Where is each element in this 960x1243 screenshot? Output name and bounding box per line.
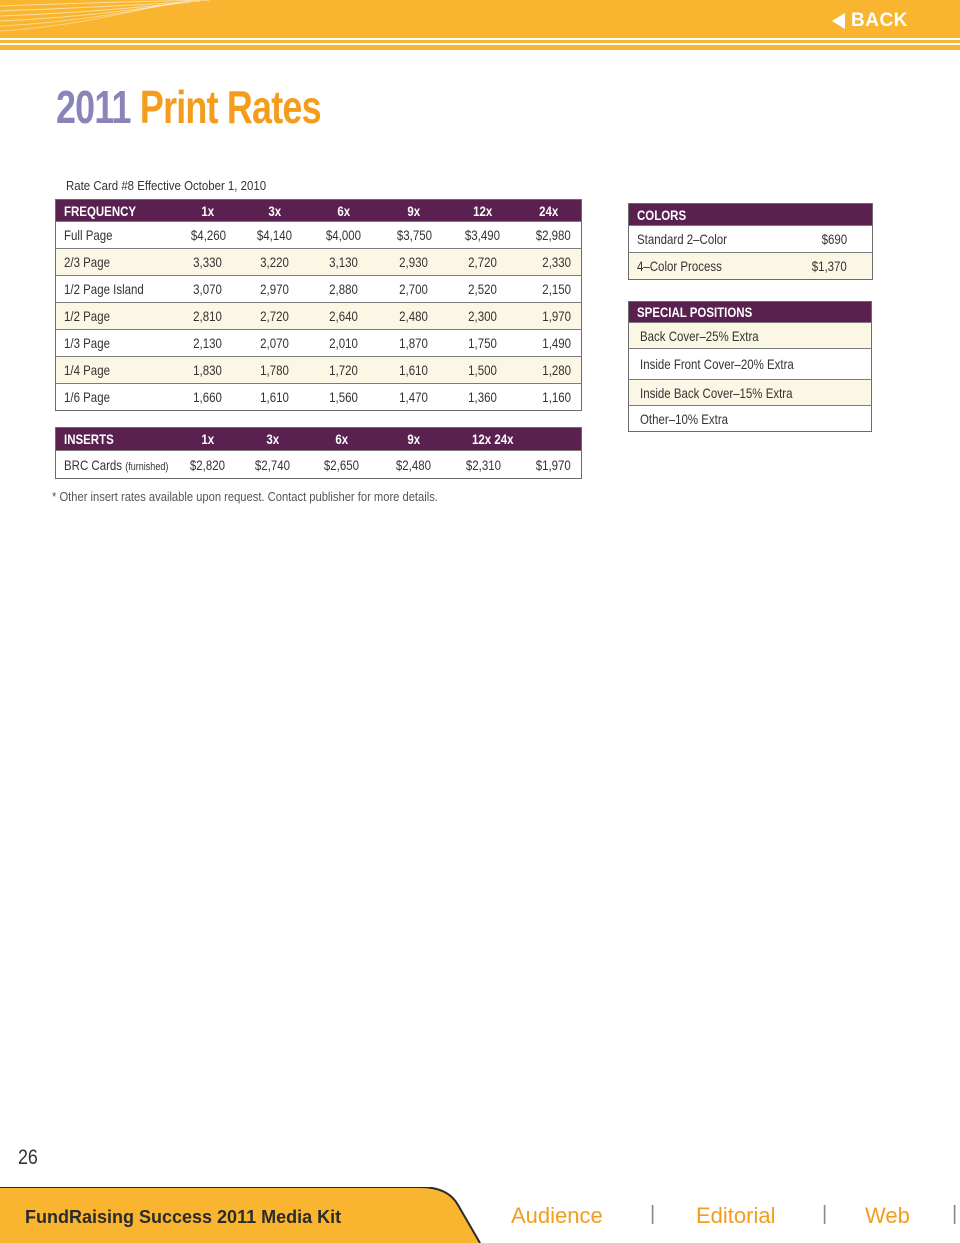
table-row: [629, 406, 872, 432]
table-cell: 2,300: [450, 303, 516, 330]
table-row: [629, 380, 872, 406]
table-cell: 1,470: [379, 384, 450, 411]
table-cell: 2,330: [516, 249, 582, 276]
page-number: 26: [18, 1146, 38, 1169]
table-cell: 2,520: [450, 276, 516, 303]
row-label: 1/4 Page: [56, 357, 176, 384]
nav-separator: |: [650, 1203, 656, 1225]
table-cell: 1,500: [450, 357, 516, 384]
table-cell: 1,610: [241, 384, 309, 411]
table-row: [629, 349, 872, 380]
table-row: [56, 330, 582, 357]
table-cell: 1,720: [309, 357, 379, 384]
title-year: 2011: [56, 81, 131, 133]
table-cell: 2,810: [176, 303, 241, 330]
colors-header: COLORS: [629, 204, 873, 226]
rate-card-note: Rate Card #8 Effective October 1, 2010: [66, 178, 267, 193]
table-cell: 2,480: [379, 303, 450, 330]
table-cell: $4,260: [176, 222, 241, 249]
nav-link-web[interactable]: Web: [865, 1203, 910, 1228]
table-cell: $2,740: [238, 451, 308, 479]
table-header-row: [629, 302, 872, 323]
row-label: 1/6 Page: [56, 384, 176, 411]
table-header-row: [56, 428, 582, 451]
table-cell: 1,490: [516, 330, 582, 357]
table-cell: Other–10% Extra: [629, 406, 872, 432]
table-cell: 2,720: [450, 249, 516, 276]
table-cell: $2,480: [376, 451, 452, 479]
table-cell: $1,970: [516, 451, 582, 479]
column-header: 6x: [308, 428, 376, 451]
table-cell: 1,560: [309, 384, 379, 411]
nav-separator: |: [822, 1203, 828, 1225]
table-cell: 1,780: [241, 357, 309, 384]
table-cell: 2,880: [309, 276, 379, 303]
table-cell: 2,970: [241, 276, 309, 303]
table-cell: 1,660: [176, 384, 241, 411]
header-rule: [0, 45, 960, 50]
table-cell: 3,220: [241, 249, 309, 276]
table-cell: 1,610: [379, 357, 450, 384]
table-row: [629, 253, 873, 280]
column-header: 12x: [450, 200, 516, 222]
table-row: [629, 323, 872, 349]
footnote: * Other insert rates available upon request. Contact publisher for more details.: [52, 489, 438, 504]
table-row: [629, 226, 873, 253]
table-cell: $3,750: [379, 222, 450, 249]
row-label: 1/2 Page: [56, 303, 176, 330]
column-header: FREQUENCY: [56, 200, 176, 222]
row-label: Full Page: [56, 222, 176, 249]
frequency-rate-table: [55, 199, 582, 411]
table-cell: $2,980: [516, 222, 582, 249]
table-cell: 2,070: [241, 330, 309, 357]
header-bar: [0, 0, 960, 38]
table-cell: Inside Front Cover–20% Extra: [629, 349, 872, 380]
table-cell: 3,070: [176, 276, 241, 303]
table-cell: $2,650: [308, 451, 376, 479]
table-header-row: [629, 204, 873, 226]
table-cell: $690: [799, 226, 873, 253]
table-cell: 2,640: [309, 303, 379, 330]
table-row: [56, 384, 582, 411]
table-row: [56, 276, 582, 303]
table-row: [56, 451, 582, 479]
column-header: 6x: [309, 200, 379, 222]
table-cell: $4,000: [309, 222, 379, 249]
table-cell: Back Cover–25% Extra: [629, 323, 872, 349]
nav-link-editorial[interactable]: Editorial: [696, 1203, 776, 1228]
back-label: BACK: [851, 10, 908, 31]
row-label: 2/3 Page: [56, 249, 176, 276]
nav-separator: |: [952, 1203, 958, 1225]
table-cell: 2,010: [309, 330, 379, 357]
table-cell: 2,720: [241, 303, 309, 330]
table-row: [56, 303, 582, 330]
colors-table: [628, 203, 873, 280]
column-header: 9x: [376, 428, 452, 451]
table-cell: Inside Back Cover–15% Extra: [629, 380, 872, 406]
table-row: [56, 357, 582, 384]
table-cell: $4,140: [241, 222, 309, 249]
table-cell: 1,750: [450, 330, 516, 357]
special-positions-header: SPECIAL POSITIONS: [629, 302, 872, 323]
nav-link-audience[interactable]: Audience: [511, 1203, 603, 1228]
inserts-rate-table: [55, 427, 582, 479]
table-cell: 3,330: [176, 249, 241, 276]
column-header: 1x: [176, 200, 241, 222]
table-cell: 1,160: [516, 384, 582, 411]
row-label: 1/2 Page Island: [56, 276, 176, 303]
footer-title: FundRaising Success 2011 Media Kit: [25, 1207, 342, 1227]
table-cell: 1,830: [176, 357, 241, 384]
column-header: 24x: [516, 200, 582, 222]
table-cell: 3,130: [309, 249, 379, 276]
table-cell: $2,310: [452, 451, 516, 479]
table-cell: 1,280: [516, 357, 582, 384]
table-cell: 2,130: [176, 330, 241, 357]
table-cell: 2,930: [379, 249, 450, 276]
table-cell: $1,370: [799, 253, 873, 280]
table-row: [56, 222, 582, 249]
table-row: [56, 249, 582, 276]
row-label: BRC Cards (furnished): [56, 451, 178, 479]
column-header: 3x: [241, 200, 309, 222]
column-header: INSERTS: [56, 428, 178, 451]
table-cell: $3,490: [450, 222, 516, 249]
column-header: 9x: [379, 200, 450, 222]
row-label: 1/3 Page: [56, 330, 176, 357]
table-cell: 2,700: [379, 276, 450, 303]
row-label: Standard 2–Color: [629, 226, 799, 253]
special-positions-table: [628, 301, 872, 432]
title-text: Print Rates: [139, 81, 321, 133]
table-header-row: [56, 200, 582, 222]
page-title: [56, 80, 321, 134]
table-cell: 1,360: [450, 384, 516, 411]
footer-bar: [0, 1187, 960, 1243]
column-header: 12x 24x: [452, 428, 582, 451]
back-button[interactable]: [832, 10, 908, 32]
row-label: 4–Color Process: [629, 253, 799, 280]
header-rule: [0, 40, 960, 43]
table-cell: 2,150: [516, 276, 582, 303]
table-cell: 1,970: [516, 303, 582, 330]
column-header: 1x: [178, 428, 238, 451]
table-cell: $2,820: [178, 451, 238, 479]
swoosh-decoration: [0, 0, 220, 38]
back-arrow-icon: [832, 13, 845, 29]
column-header: 3x: [238, 428, 308, 451]
table-cell: 1,870: [379, 330, 450, 357]
